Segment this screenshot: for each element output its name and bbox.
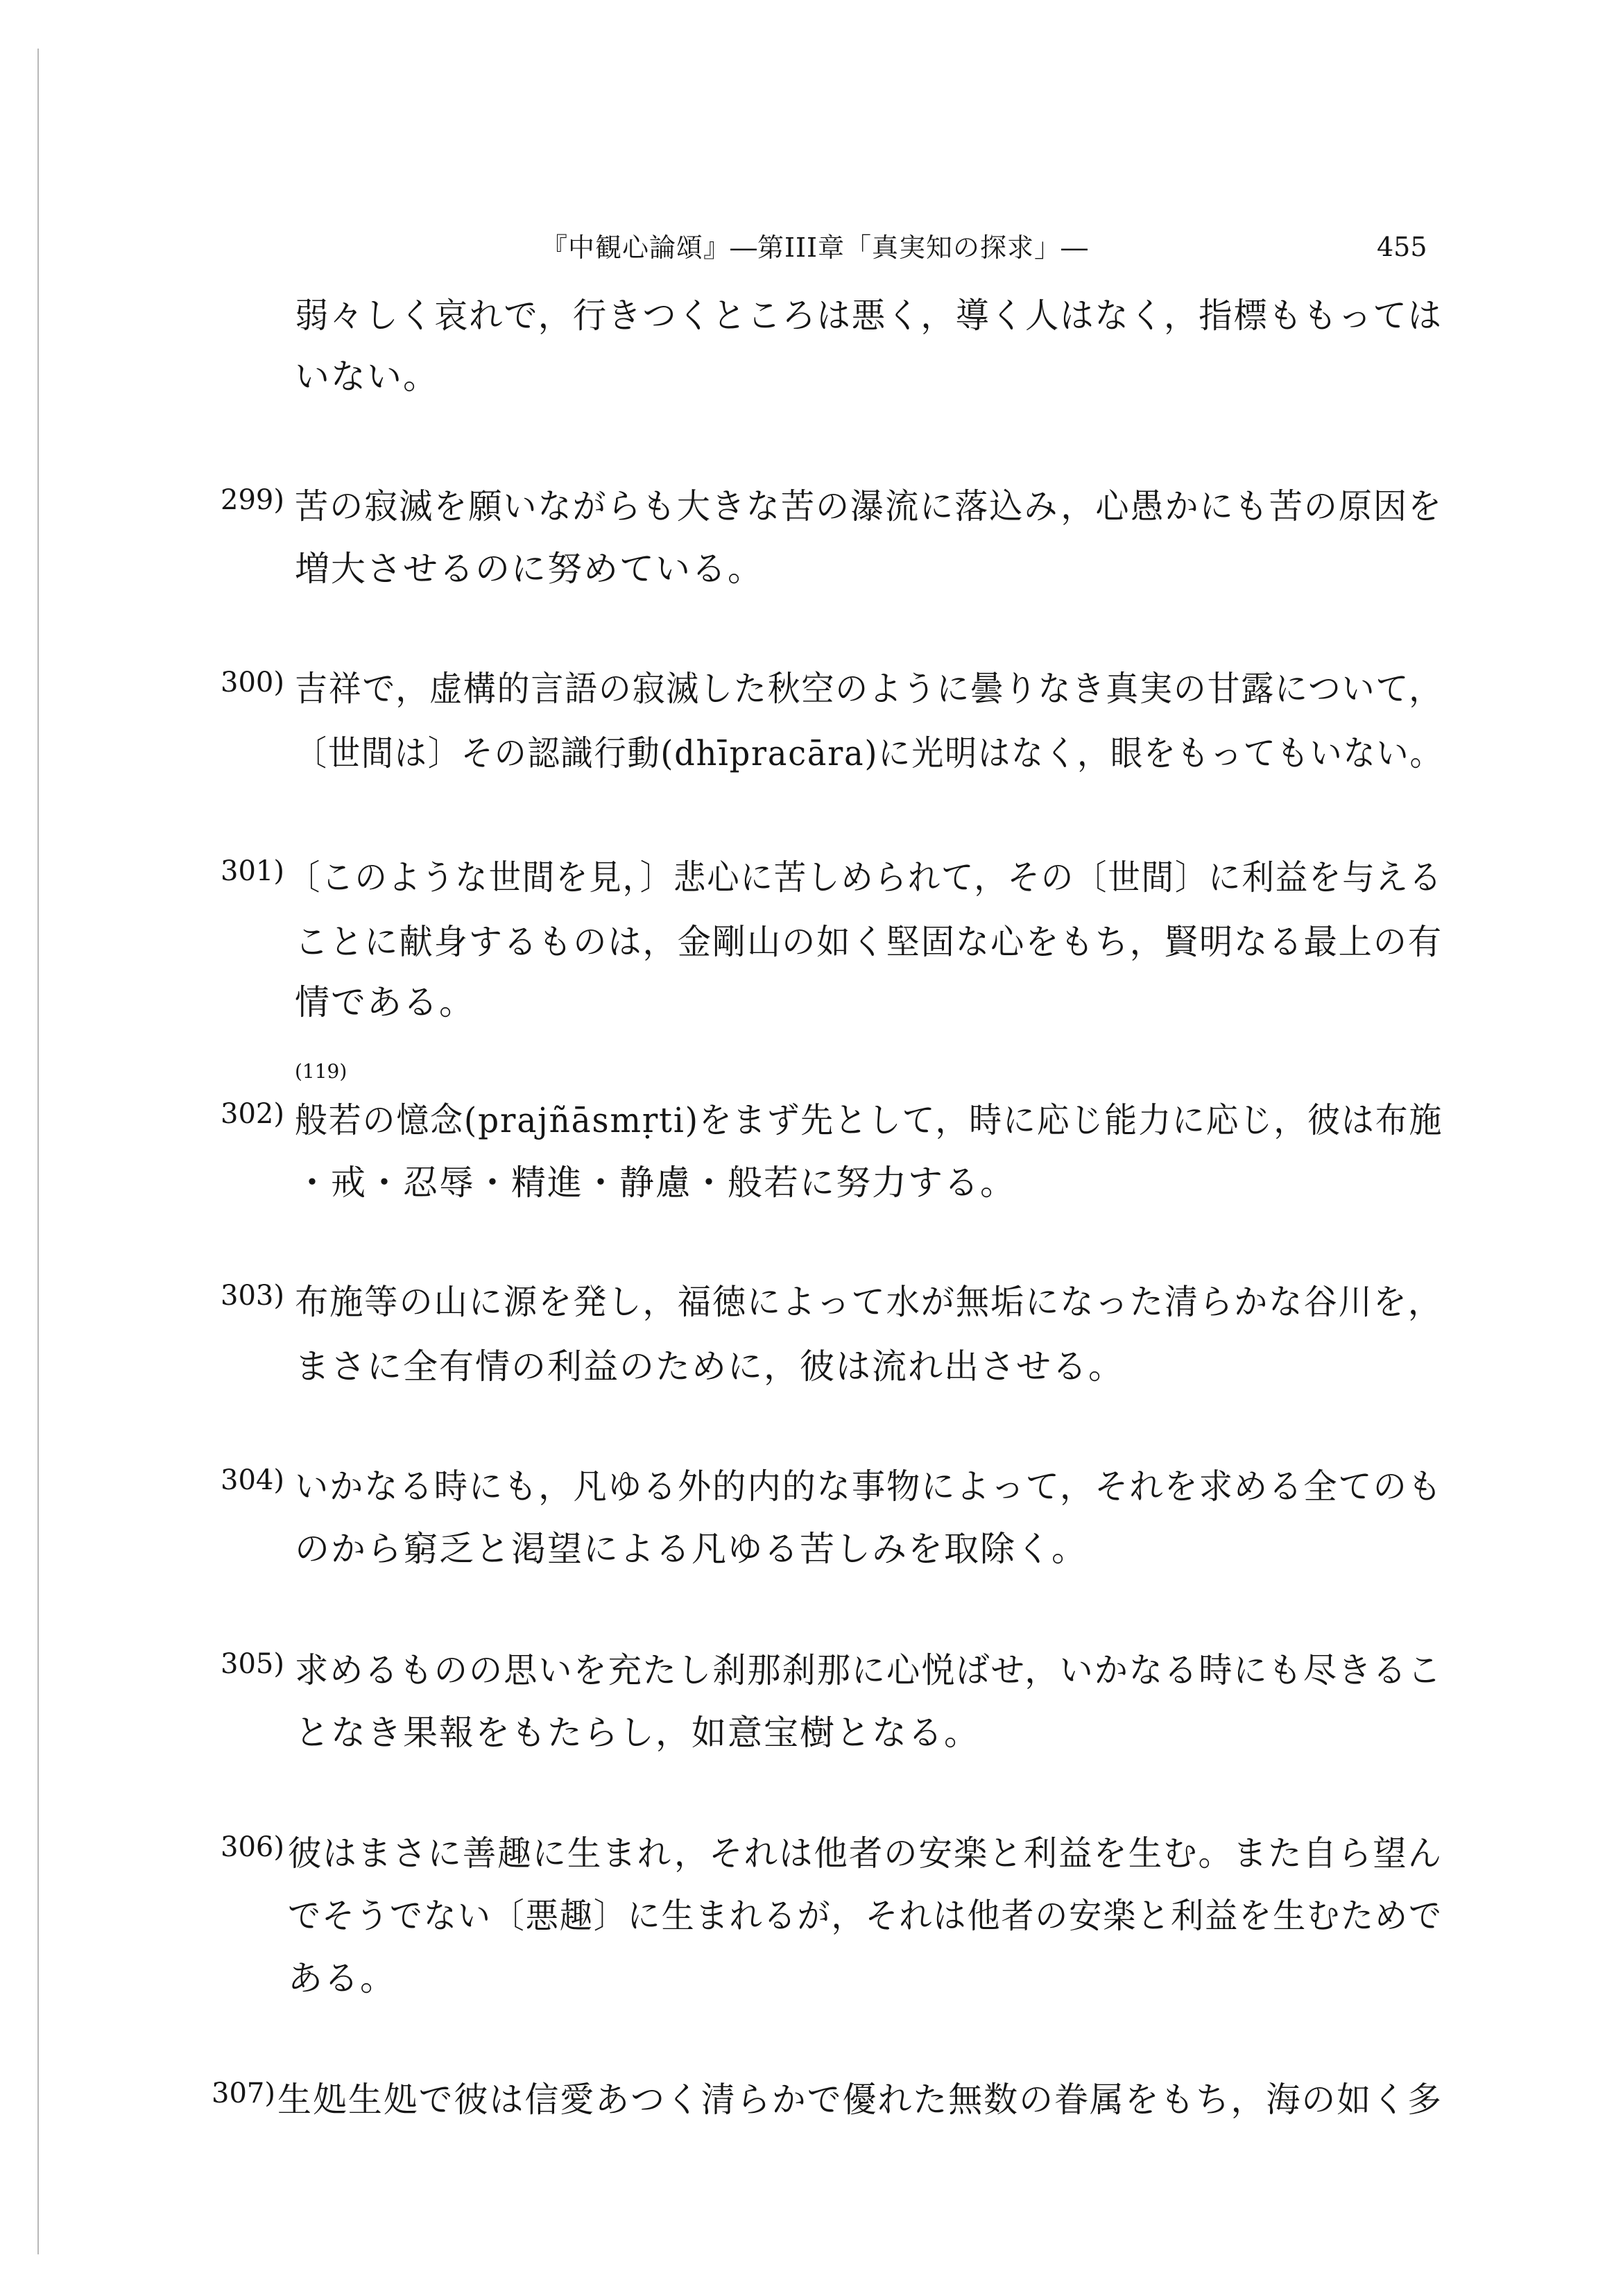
text-line: いかなる時にも，凡ゆる外的内的な事物によって，それを求める全てのも bbox=[295, 1466, 1443, 1507]
verse-number: 300) bbox=[221, 667, 284, 699]
text-line: ことに献身するものは，金剛山の如く堅固な心をもち，賢明なる最上の有 bbox=[295, 922, 1443, 962]
text-line: 求めるものの思いを充たし刹那刹那に心悦ばせ，いかなる時にも尽きるこ bbox=[295, 1650, 1443, 1690]
text-line: 〔このような世間を見，〕悲心に苦しめられて，その〔世間〕に利益を与える bbox=[288, 857, 1443, 898]
text-line: 般若の憶念(prajñāsmṛti)をまず先として，時に応じ能力に応じ，彼は布施 bbox=[295, 1100, 1443, 1140]
text-line: 弱々しく哀れで，行きつくところは悪く，導く人はなく，指標ももっては bbox=[295, 295, 1443, 336]
footnote-reference: (119) bbox=[295, 1060, 347, 1083]
text-line: 〔世間は〕その認識行動(dhīpracāra)に光明はなく，眼をもってもいない。 bbox=[295, 733, 1443, 773]
text-line: 彼はまさに善趣に生まれ，それは他者の安楽と利益を生む。また自ら望ん bbox=[288, 1833, 1443, 1874]
text-line: 生処生処で彼は信愛あつく清らかで優れた無数の眷属をもち，海の如く多 bbox=[277, 2080, 1443, 2120]
verse-number: 306) bbox=[221, 1831, 284, 1863]
running-header: 『中観心論頌』―第III章「真実知の探求」― bbox=[541, 232, 1089, 263]
verse-number: 304) bbox=[221, 1464, 284, 1496]
verse-number: 305) bbox=[221, 1648, 284, 1680]
verse-number: 302) bbox=[221, 1098, 284, 1130]
text-line: ある。 bbox=[288, 1958, 396, 1998]
verse-number: 307) bbox=[212, 2077, 275, 2109]
page-edge-line bbox=[37, 49, 39, 2254]
text-line: のから窮乏と渇望による凡ゆる苦しみを取除く。 bbox=[295, 1529, 1088, 1569]
text-line: でそうでない〔悪趣〕に生まれるが，それは他者の安楽と利益を生むためで bbox=[288, 1896, 1443, 1936]
text-line: 増大させるのに努めている。 bbox=[295, 549, 764, 589]
text-line: 情である。 bbox=[295, 982, 475, 1022]
text-line: となき果報をもたらし，如意宝樹となる。 bbox=[295, 1713, 980, 1753]
text-line: いない。 bbox=[295, 357, 439, 397]
text-line: 布施等の山に源を発し，福徳によって水が無垢になった清らかな谷川を， bbox=[295, 1282, 1443, 1322]
verse-number: 299) bbox=[221, 484, 284, 516]
page-number: 455 bbox=[1377, 232, 1427, 262]
verse-number: 303) bbox=[221, 1280, 284, 1312]
text-line: 吉祥で，虚構的言語の寂滅した秋空のように曇りなき真実の甘露について， bbox=[295, 669, 1443, 709]
text-line: まさに全有情の利益のために，彼は流れ出させる。 bbox=[295, 1346, 1124, 1387]
verse-number: 301) bbox=[221, 855, 284, 887]
text-line: 苦の寂滅を願いながらも大きな苦の瀑流に落込み，心愚かにも苦の原因を bbox=[295, 486, 1443, 526]
text-line: ・戒・忍辱・精進・静慮・般若に努力する。 bbox=[295, 1163, 1016, 1203]
